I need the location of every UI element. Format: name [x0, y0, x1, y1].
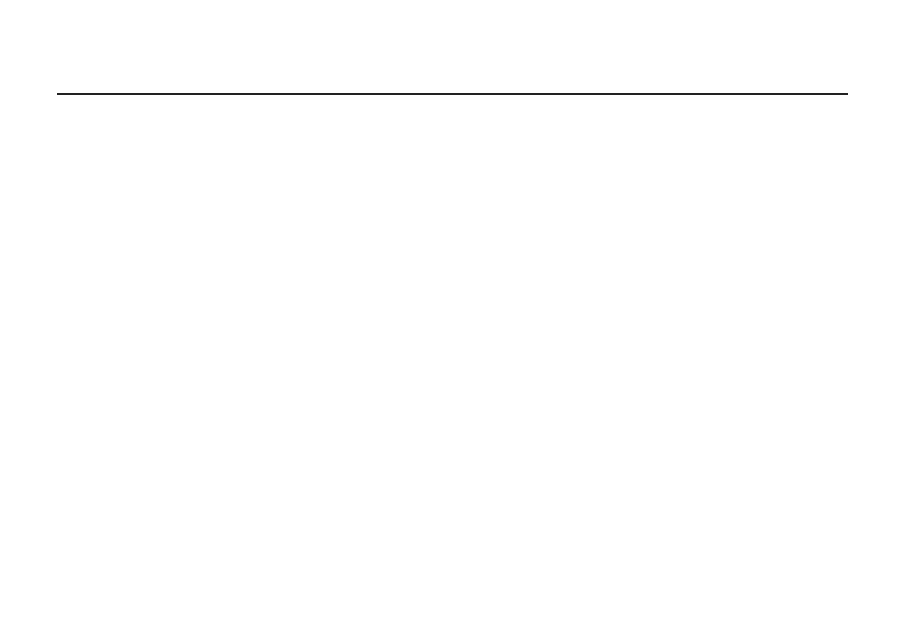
register-table — [57, 93, 848, 95]
section-header-row — [58, 94, 848, 95]
section-title — [58, 94, 848, 95]
section-header-group — [58, 94, 848, 95]
